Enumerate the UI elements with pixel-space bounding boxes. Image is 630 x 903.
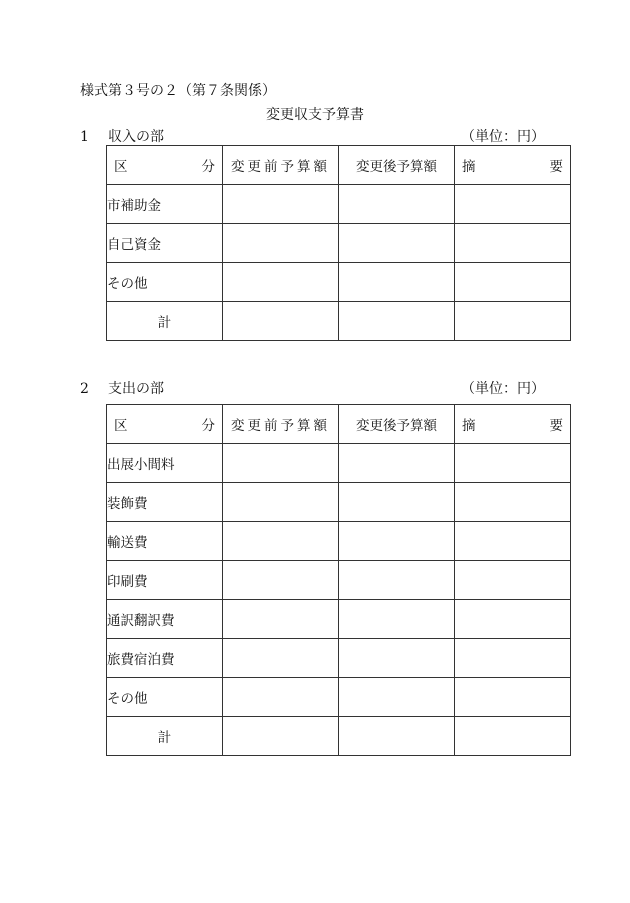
tekiyo-cell[interactable] — [455, 302, 571, 341]
total-label: 計 — [107, 717, 223, 756]
after-budget-cell[interactable] — [339, 483, 455, 522]
header-kubun-char2: 分 — [201, 418, 215, 434]
total-row — [107, 717, 571, 756]
header-tekiyo-char1: 摘 — [462, 159, 476, 175]
before-budget-cell[interactable] — [223, 444, 339, 483]
after-budget-cell[interactable] — [339, 717, 455, 756]
after-budget-cell[interactable] — [339, 224, 455, 263]
table-row — [107, 185, 571, 224]
before-budget-cell[interactable] — [223, 600, 339, 639]
tekiyo-cell[interactable] — [455, 678, 571, 717]
row-label: 通訳翻訳費 — [107, 600, 223, 639]
income-unit-label: （単位：円） — [461, 129, 545, 145]
header-kubun — [107, 405, 223, 444]
tekiyo-cell[interactable] — [455, 185, 571, 224]
income-table — [106, 145, 571, 341]
header-after-budget: 変更後予算額 — [339, 405, 455, 444]
after-budget-cell[interactable] — [339, 522, 455, 561]
row-label: 自己資金 — [107, 224, 223, 263]
table-row — [107, 483, 571, 522]
row-label: 旅費宿泊費 — [107, 639, 223, 678]
before-budget-cell[interactable] — [223, 263, 339, 302]
tekiyo-cell[interactable] — [455, 639, 571, 678]
table-row — [107, 561, 571, 600]
header-kubun-char2: 分 — [201, 159, 215, 175]
expense-section-heading — [80, 378, 545, 398]
after-budget-cell[interactable] — [339, 600, 455, 639]
row-label: その他 — [107, 263, 223, 302]
expense-section-title: 支出の部 — [108, 381, 164, 397]
total-label: 計 — [107, 302, 223, 341]
tekiyo-cell[interactable] — [455, 483, 571, 522]
header-kubun-char1: 区 — [114, 418, 128, 434]
income-section-heading — [80, 126, 545, 146]
header-after-budget: 変更後予算額 — [339, 146, 455, 185]
expense-table — [106, 404, 571, 756]
document-title: 変更収支予算書 — [266, 107, 364, 123]
expense-section-number: 2 — [80, 381, 89, 397]
before-budget-cell[interactable] — [223, 678, 339, 717]
tekiyo-cell[interactable] — [455, 600, 571, 639]
tekiyo-cell[interactable] — [455, 224, 571, 263]
total-row — [107, 302, 571, 341]
form-number: 様式第３号の２（第７条関係） — [80, 83, 276, 99]
before-budget-cell[interactable] — [223, 522, 339, 561]
table-row — [107, 639, 571, 678]
table-row — [107, 600, 571, 639]
tekiyo-cell[interactable] — [455, 263, 571, 302]
income-section-number: 1 — [80, 129, 89, 145]
tekiyo-cell[interactable] — [455, 522, 571, 561]
before-budget-cell[interactable] — [223, 302, 339, 341]
header-tekiyo — [455, 405, 571, 444]
before-budget-cell[interactable] — [223, 717, 339, 756]
row-label: 輸送費 — [107, 522, 223, 561]
table-row — [107, 522, 571, 561]
before-budget-cell[interactable] — [223, 224, 339, 263]
header-tekiyo-char1: 摘 — [462, 418, 476, 434]
header-kubun — [107, 146, 223, 185]
before-budget-cell[interactable] — [223, 639, 339, 678]
income-header-row — [107, 146, 571, 185]
before-budget-cell[interactable] — [223, 185, 339, 224]
after-budget-cell[interactable] — [339, 444, 455, 483]
row-label: 市補助金 — [107, 185, 223, 224]
header-before-budget: 変更前予算額 — [223, 405, 339, 444]
header-tekiyo-char2: 要 — [549, 159, 563, 175]
income-section-title: 収入の部 — [108, 129, 164, 145]
row-label: 出展小間料 — [107, 444, 223, 483]
row-label: その他 — [107, 678, 223, 717]
table-row — [107, 444, 571, 483]
header-kubun-char1: 区 — [114, 159, 128, 175]
table-row — [107, 263, 571, 302]
after-budget-cell[interactable] — [339, 263, 455, 302]
row-label: 装飾費 — [107, 483, 223, 522]
table-row — [107, 224, 571, 263]
header-before-budget: 変更前予算額 — [223, 146, 339, 185]
expense-header-row — [107, 405, 571, 444]
after-budget-cell[interactable] — [339, 185, 455, 224]
after-budget-cell[interactable] — [339, 639, 455, 678]
row-label: 印刷費 — [107, 561, 223, 600]
tekiyo-cell[interactable] — [455, 717, 571, 756]
before-budget-cell[interactable] — [223, 483, 339, 522]
table-row — [107, 678, 571, 717]
after-budget-cell[interactable] — [339, 561, 455, 600]
tekiyo-cell[interactable] — [455, 444, 571, 483]
header-tekiyo-char2: 要 — [549, 418, 563, 434]
expense-unit-label: （単位：円） — [461, 381, 545, 397]
after-budget-cell[interactable] — [339, 678, 455, 717]
after-budget-cell[interactable] — [339, 302, 455, 341]
header-tekiyo — [455, 146, 571, 185]
tekiyo-cell[interactable] — [455, 561, 571, 600]
before-budget-cell[interactable] — [223, 561, 339, 600]
